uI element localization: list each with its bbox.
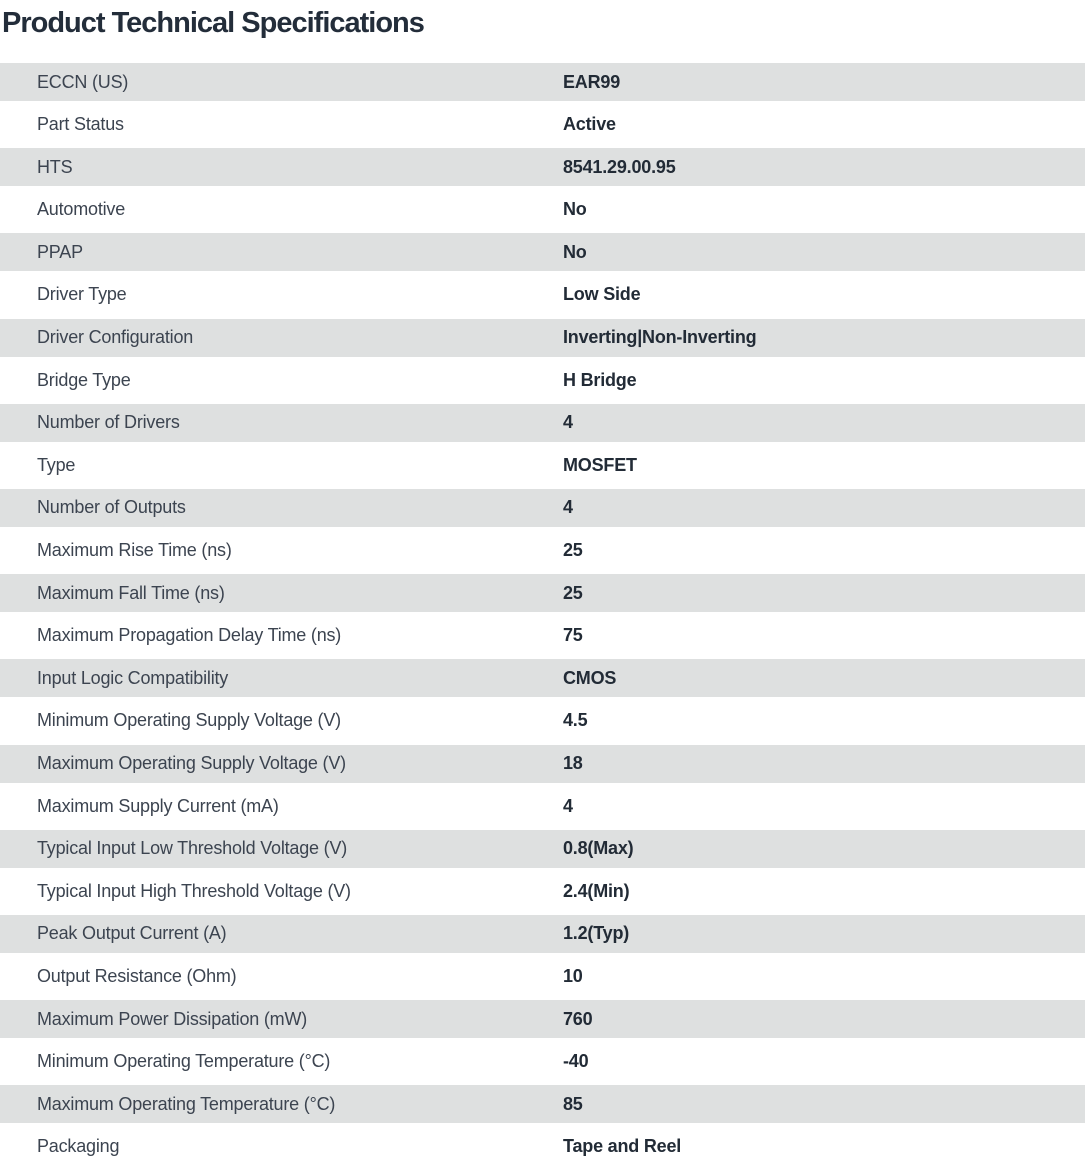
spec-label: Packaging	[37, 1136, 120, 1157]
spec-row	[0, 191, 1085, 229]
spec-value: No	[563, 241, 587, 262]
spec-label: Maximum Fall Time (ns)	[37, 582, 225, 603]
spec-label: Maximum Supply Current (mA)	[37, 795, 279, 816]
spec-label: Number of Outputs	[37, 497, 186, 518]
spec-label: Minimum Operating Temperature (°C)	[37, 1051, 331, 1072]
spec-label: Maximum Operating Temperature (°C)	[37, 1093, 336, 1114]
spec-label: Typical Input High Threshold Voltage (V)	[37, 880, 351, 901]
spec-label: Type	[37, 454, 76, 475]
spec-row	[0, 361, 1085, 399]
spec-label: Maximum Rise Time (ns)	[37, 540, 232, 561]
page-title: Product Technical Specifications	[2, 7, 424, 39]
spec-label: Minimum Operating Supply Voltage (V)	[37, 710, 341, 731]
spec-label: Maximum Power Dissipation (mW)	[37, 1008, 308, 1029]
spec-label: Number of Drivers	[37, 412, 180, 433]
spec-row	[0, 659, 1085, 697]
spec-value: 25	[563, 540, 583, 561]
spec-row	[0, 148, 1085, 186]
spec-value: Inverting|Non-Inverting	[563, 327, 757, 348]
spec-row	[0, 957, 1085, 995]
spec-value: -40	[563, 1051, 589, 1072]
spec-row	[0, 404, 1085, 442]
spec-label: Maximum Propagation Delay Time (ns)	[37, 625, 342, 646]
spec-row	[0, 574, 1085, 612]
spec-value: H Bridge	[563, 369, 637, 390]
spec-value: 18	[563, 753, 583, 773]
spec-value: 0.8(Max)	[563, 838, 634, 859]
spec-row	[0, 830, 1085, 868]
spec-row	[0, 702, 1085, 740]
spec-row	[0, 106, 1085, 144]
spec-label: ECCN (US)	[37, 71, 129, 92]
spec-value: 4	[563, 795, 573, 816]
spec-value: 8541.29.00.95	[563, 156, 676, 177]
spec-table	[0, 63, 1085, 1166]
spec-value: 25	[563, 582, 583, 603]
spec-label: Peak Output Current (A)	[37, 923, 227, 944]
spec-value: 85	[563, 1093, 583, 1114]
spec-row	[0, 63, 1085, 101]
spec-value: Low Side	[563, 284, 641, 305]
spec-value: 4	[563, 497, 573, 518]
spec-row	[0, 872, 1085, 910]
spec-label: Part Status	[37, 114, 124, 135]
spec-value: 75	[563, 625, 583, 646]
spec-row	[0, 745, 1085, 783]
spec-row	[0, 489, 1085, 527]
spec-row	[0, 787, 1085, 825]
spec-row	[0, 276, 1085, 314]
spec-value: CMOS	[563, 667, 617, 688]
spec-label: Automotive	[37, 199, 126, 220]
spec-row	[0, 617, 1085, 655]
spec-value: Active	[563, 114, 616, 135]
spec-row	[0, 446, 1085, 484]
spec-label: PPAP	[37, 241, 83, 262]
spec-row	[0, 915, 1085, 953]
spec-value: 4.5	[563, 710, 588, 731]
spec-row	[0, 532, 1085, 570]
spec-row	[0, 233, 1085, 271]
spec-value: 760	[563, 1008, 593, 1029]
spec-row	[0, 1000, 1085, 1038]
spec-value: MOSFET	[563, 454, 637, 475]
spec-value: Tape and Reel	[563, 1136, 682, 1157]
spec-label: HTS	[37, 156, 73, 177]
spec-label: Maximum Operating Supply Voltage (V)	[37, 753, 346, 773]
spec-label: Input Logic Compatibility	[37, 667, 229, 688]
spec-label: Output Resistance (Ohm)	[37, 965, 237, 986]
spec-value: 1.2(Typ)	[563, 923, 630, 944]
spec-value: EAR99	[563, 71, 621, 92]
spec-value: 2.4(Min)	[563, 880, 630, 901]
spec-label: Driver Type	[37, 284, 127, 305]
spec-label: Bridge Type	[37, 369, 131, 390]
spec-row	[0, 319, 1085, 357]
spec-label: Driver Configuration	[37, 327, 194, 348]
spec-value: 10	[563, 965, 583, 986]
spec-row	[0, 1085, 1085, 1123]
spec-value: No	[563, 199, 587, 220]
spec-row	[0, 1128, 1085, 1166]
spec-row	[0, 1043, 1085, 1081]
spec-value: 4	[563, 412, 573, 433]
spec-label: Typical Input Low Threshold Voltage (V)	[37, 838, 348, 859]
